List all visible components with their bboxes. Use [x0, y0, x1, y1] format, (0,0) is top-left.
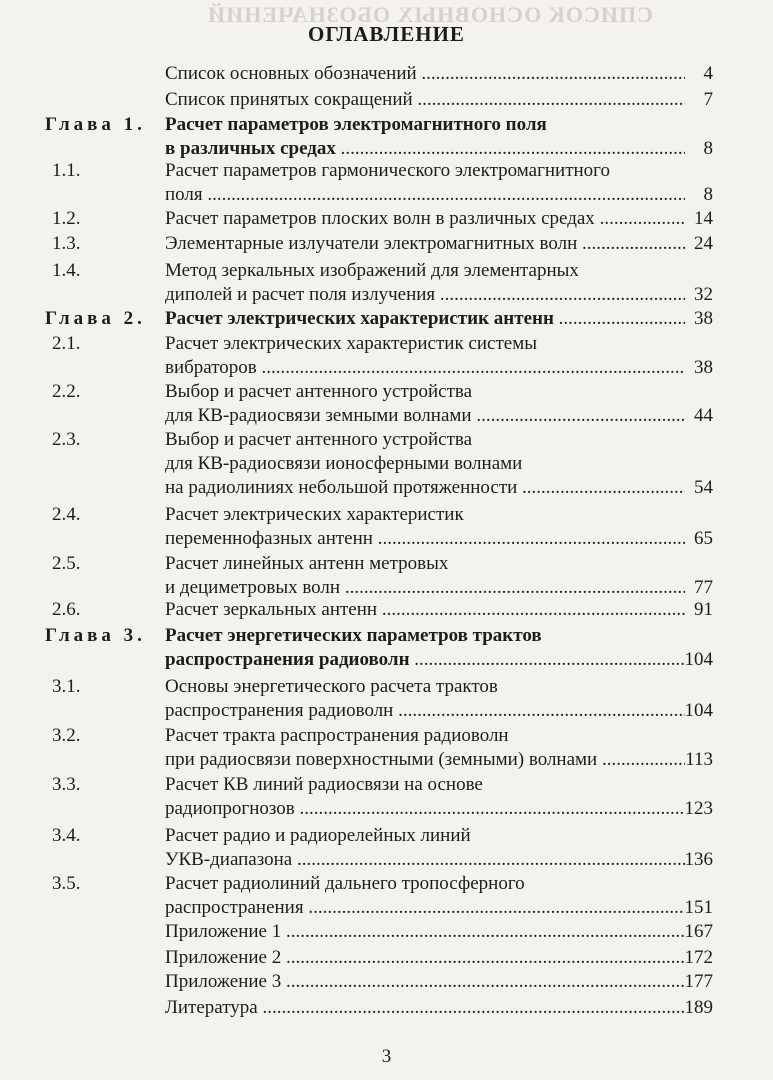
toc-entry-number: 2.2. — [52, 381, 81, 402]
toc-entry-title-line: Список основных обозначений ..... — [165, 62, 685, 86]
toc-entry-number: 3.2. — [52, 725, 81, 746]
toc-entry — [0, 88, 773, 112]
toc-entry — [0, 675, 773, 723]
toc-entry-title-line: Приложение 2 ..... — [165, 946, 685, 970]
toc-entry-title — [165, 380, 685, 428]
toc-entry-title-line: и дециметровых волн ..... — [165, 576, 685, 600]
toc-entry-title-line: в различных средах ..... — [165, 137, 685, 161]
toc-entry-number: 3.5. — [52, 873, 81, 894]
toc-entry-title — [165, 428, 685, 500]
toc-entry-title-line: Литература ..... — [165, 996, 685, 1020]
toc-entry-title-line: вибраторов ..... — [165, 356, 685, 380]
toc-entry-title-line: при радиосвязи поверхностными (земными) волнами ..... — [165, 748, 685, 772]
toc-entry — [0, 380, 773, 428]
toc-entry-page: 172 — [684, 947, 713, 968]
toc-entry — [0, 259, 773, 307]
toc-entry-title — [165, 503, 685, 551]
toc-entry — [0, 970, 773, 994]
toc-entry-title — [165, 675, 685, 723]
toc-entry — [0, 207, 773, 231]
toc-entry-page: 151 — [684, 897, 713, 918]
toc-entry-title-line: поля ..... — [165, 183, 685, 207]
toc-entry-title-line: Расчет энергетических параметров трактов — [165, 625, 542, 646]
toc-entry-title-line: распространения ..... — [165, 896, 685, 920]
toc-entry-title-line: Расчет параметров электромагнитного поля — [165, 114, 547, 135]
toc-entry-title — [165, 259, 685, 307]
toc-entry-title-line: Метод зеркальных изображений для элементарных — [165, 260, 579, 281]
toc-entry-title — [165, 624, 685, 672]
toc-entry-title-line: Приложение 1 ..... — [165, 920, 685, 944]
toc-entry-number: 3.3. — [52, 774, 81, 795]
toc-entry-number: 1.4. — [52, 260, 81, 281]
toc-entry-title — [165, 113, 685, 161]
toc-entry-title — [165, 996, 685, 1020]
toc-entry-number: 1.2. — [52, 208, 81, 229]
toc-entry-number: 1.1. — [52, 160, 81, 181]
toc-entry-title — [165, 598, 685, 622]
toc-entry-page: 54 — [694, 477, 713, 498]
toc-entry-title-line: переменнофазных антенн ..... — [165, 527, 685, 551]
toc-entry-title-line: Основы энергетического расчета трактов — [165, 676, 498, 697]
toc-entry-number: Глава 2. — [45, 308, 146, 329]
toc-entry-page: 104 — [684, 700, 713, 721]
toc-entry-title — [165, 824, 685, 872]
toc-entry-title-line: Расчет радио и радиорелейных линий — [165, 825, 471, 846]
page-title: ОГЛАВЛЕНИЕ — [308, 22, 465, 46]
toc-entry-page: 177 — [684, 971, 713, 992]
toc-entry-page: 136 — [684, 849, 713, 870]
toc-entry-title-line: Расчет параметров плоских волн в различных средах ..... — [165, 207, 685, 231]
toc-entry-title — [165, 872, 685, 920]
toc-entry — [0, 773, 773, 821]
toc-entry-title-line: УКВ-диапазона ..... — [165, 848, 685, 872]
toc-entry-title-line: Выбор и расчет антенного устройства — [165, 429, 473, 450]
toc-entry-page: 167 — [684, 921, 713, 942]
toc-entry-title — [165, 88, 685, 112]
toc-entry-title-line: Расчет электрических характеристик — [165, 504, 464, 525]
toc-entry-title-line: Расчет радиолиний дальнего тропосферного — [165, 873, 525, 894]
toc-chapter-entry — [0, 624, 773, 672]
toc-entry-title-line: для КВ-радиосвязи земными волнами ..... — [165, 404, 685, 428]
toc-entry — [0, 946, 773, 970]
toc-entry-title — [165, 724, 685, 772]
toc-entry-number: 3.4. — [52, 825, 81, 846]
toc-entry-title — [165, 552, 685, 600]
toc-entry-title — [165, 159, 685, 207]
toc-entry — [0, 552, 773, 600]
toc-entry — [0, 503, 773, 551]
toc-entry-page: 7 — [703, 89, 713, 110]
toc-entry-title-line: на радиолиниях небольшой протяженности ..... — [165, 476, 685, 500]
toc-entry-page: 65 — [694, 528, 713, 549]
toc-entry-page: 14 — [694, 208, 713, 229]
toc-entry-title — [165, 232, 685, 256]
toc-entry-title — [165, 970, 685, 994]
toc-entry-number: 2.5. — [52, 553, 81, 574]
toc-entry — [0, 598, 773, 622]
toc-entry-title — [165, 207, 685, 231]
toc-entry-title-line: Расчет параметров гармонического электромагнитного — [165, 160, 610, 181]
toc-entry-title-line: диполей и расчет поля излучения ..... — [165, 283, 685, 307]
toc-entry — [0, 159, 773, 207]
toc-entry-number: 2.1. — [52, 333, 81, 354]
toc-entry-page: 77 — [694, 577, 713, 598]
toc-entry-number: 2.6. — [52, 599, 81, 620]
toc-entry-title — [165, 62, 685, 86]
toc-entry — [0, 724, 773, 772]
toc-entry — [0, 332, 773, 380]
toc-entry-page: 123 — [684, 798, 713, 819]
toc-entry-title-line: распространения радиоволн ..... — [165, 699, 685, 723]
toc-entry-title — [165, 920, 685, 944]
toc-entry-title-line: радиопрогнозов ..... — [165, 797, 685, 821]
toc-entry-page: 32 — [694, 284, 713, 305]
toc-entry-page: 44 — [694, 405, 713, 426]
page-number: 3 — [381, 1046, 392, 1067]
toc-entry — [0, 996, 773, 1020]
toc-entry-page: 4 — [703, 63, 713, 84]
toc-entry-page: 38 — [694, 357, 713, 378]
toc-entry-title-line: распространения радиоволн ..... — [165, 648, 685, 672]
bleed-through-heading: СПИСОК ОСНОВНЫХ ОБОЗНАЧЕНИЙ — [207, 2, 653, 27]
toc-entry-title-line: Элементарные излучатели электромагнитных волн ..... — [165, 232, 685, 256]
toc-entry — [0, 232, 773, 256]
toc-entry-number: 2.4. — [52, 504, 81, 525]
toc-entry — [0, 872, 773, 920]
toc-entry-title-line: Выбор и расчет антенного устройства — [165, 381, 473, 402]
toc-entry — [0, 428, 773, 500]
toc-entry-title-line: Расчет КВ линий радиосвязи на основе — [165, 774, 483, 795]
toc-entry-title-line: Расчет линейных антенн метровых — [165, 553, 449, 574]
toc-entry-title — [165, 773, 685, 821]
toc-entry-title-line: Расчет электрических характеристик системы — [165, 333, 537, 354]
toc-entry-number: Глава 1. — [45, 114, 146, 135]
toc-entry-number: 3.1. — [52, 676, 81, 697]
toc-entry — [0, 920, 773, 944]
toc-entry-title-line: Список принятых сокращений ..... — [165, 88, 685, 112]
toc-entry-page: 8 — [703, 184, 713, 205]
toc-entry-page: 8 — [703, 138, 713, 159]
toc-entry-title-line: Расчет тракта распространения радиоволн — [165, 725, 509, 746]
toc-entry-title-line: для КВ-радиосвязи ионосферными волнами — [165, 453, 523, 474]
toc-entry-title-line: Расчет электрических характеристик антенн ..... — [165, 307, 685, 331]
toc-entry-page: 38 — [694, 308, 713, 329]
toc-entry-number: Глава 3. — [45, 625, 146, 646]
toc-entry-number: 1.3. — [52, 233, 81, 254]
toc-entry-title-line: Расчет зеркальных антенн ..... — [165, 598, 685, 622]
toc-entry-page: 104 — [684, 649, 713, 670]
toc-entry-number: 2.3. — [52, 429, 81, 450]
toc-entry-title-line: Приложение 3 ..... — [165, 970, 685, 994]
toc-entry-title — [165, 332, 685, 380]
toc-entry-title — [165, 307, 685, 331]
toc-chapter-entry — [0, 113, 773, 161]
toc-entry — [0, 62, 773, 86]
toc-entry-page: 91 — [694, 599, 713, 620]
toc-entry — [0, 824, 773, 872]
toc-chapter-entry — [0, 307, 773, 331]
toc-entry-page: 189 — [684, 997, 713, 1018]
toc-entry-page: 113 — [685, 749, 713, 770]
toc-entry-title — [165, 946, 685, 970]
toc-entry-page: 24 — [694, 233, 713, 254]
